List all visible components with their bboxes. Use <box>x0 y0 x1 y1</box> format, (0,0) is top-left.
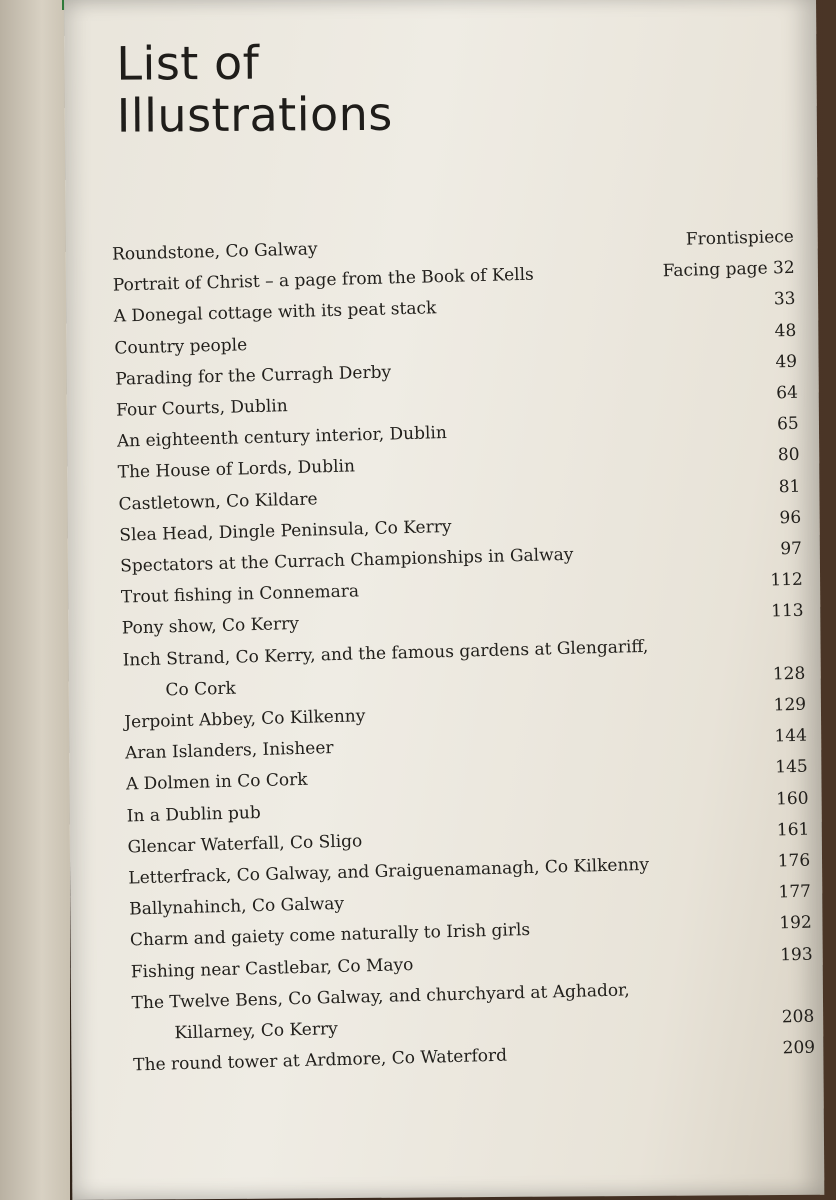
page-ref: 160 <box>775 788 809 810</box>
page-ref: 129 <box>773 694 807 716</box>
caption: The round tower at Ardmore, Co Waterford <box>133 1045 508 1076</box>
caption: Four Courts, Dublin <box>115 396 288 421</box>
caption: Aran Islanders, Inisheer <box>124 738 334 764</box>
caption: Glencar Waterfall, Co Sligo <box>127 831 363 858</box>
caption: In a Dublin pub <box>126 802 262 827</box>
page-ref: 176 <box>777 850 811 872</box>
caption: Roundstone, Co Galway <box>111 239 318 265</box>
page-ref: 112 <box>770 569 804 591</box>
caption: Charm and gaiety come naturally to Irish girls <box>129 920 531 951</box>
page-ref: 128 <box>772 663 806 685</box>
page-ref: 80 <box>777 445 800 466</box>
caption: Portrait of Christ – a page from the Book of Kells <box>112 264 535 296</box>
caption: Parading for the Curragh Derby <box>115 362 392 390</box>
caption: Castletown, Co Kildare <box>118 489 318 515</box>
caption-line-2: Co Cork <box>165 678 237 701</box>
book-page <box>64 0 824 1200</box>
caption: Country people <box>114 334 248 359</box>
page-ref: 113 <box>770 601 804 622</box>
caption-line-1: The Twelve Bens, Co Galway, and churchyard at Aghador, <box>131 980 630 1014</box>
page-ref: 161 <box>776 819 810 841</box>
caption: Letterfrack, Co Galway, and Graiguenamanagh, Co Kilkenny <box>128 854 650 889</box>
page-ref: 193 <box>779 944 813 966</box>
caption: Spectators at the Currach Championships in Galway <box>119 544 574 577</box>
caption: Fishing near Castlebar, Co Mayo <box>130 954 414 983</box>
caption: A Donegal cottage with its peat stack <box>113 298 437 328</box>
page-title <box>116 36 393 142</box>
caption: Trout fishing in Connemara <box>120 581 360 608</box>
illustrations-list <box>112 222 816 1082</box>
caption: A Dolmen in Co Cork <box>125 770 308 795</box>
caption: An eighteenth century interior, Dublin <box>116 423 448 452</box>
page-ref: Facing page 32 <box>662 258 795 282</box>
page-ref: Frontispiece <box>685 226 795 250</box>
page-ref: 49 <box>775 351 798 373</box>
caption: Slea Head, Dingle Peninsula, Co Kerry <box>119 516 452 546</box>
page-ref: 209 <box>782 1037 816 1059</box>
page-ref: 65 <box>776 413 799 435</box>
caption: The House of Lords, Dublin <box>117 456 356 484</box>
caption: Ballynahinch, Co Galway <box>128 894 345 920</box>
title-line-1: List of <box>116 35 260 91</box>
page-ref: 96 <box>779 507 802 529</box>
page-ref: 177 <box>778 881 812 903</box>
page-ref: 33 <box>773 289 796 310</box>
caption: Jerpoint Abbey, Co Kilkenny <box>124 706 366 733</box>
caption: Pony show, Co Kerry <box>121 614 300 639</box>
page-ref: 144 <box>774 725 808 747</box>
page-ref: 48 <box>774 320 797 341</box>
page-ref: 192 <box>779 913 813 934</box>
page-ref: 81 <box>778 476 801 497</box>
page-ref: 64 <box>776 382 799 404</box>
page-ref: 97 <box>780 538 803 560</box>
page-ref: 145 <box>775 757 808 778</box>
left-page-edge <box>0 0 70 1200</box>
title-line-2: Illustrations <box>116 86 393 143</box>
caption-line-1: Inch Strand, Co Kerry, and the famous gardens at Glengariff, <box>122 636 649 671</box>
caption-line-2: Killarney, Co Kerry <box>174 1019 338 1044</box>
page-ref: 208 <box>781 1006 815 1028</box>
